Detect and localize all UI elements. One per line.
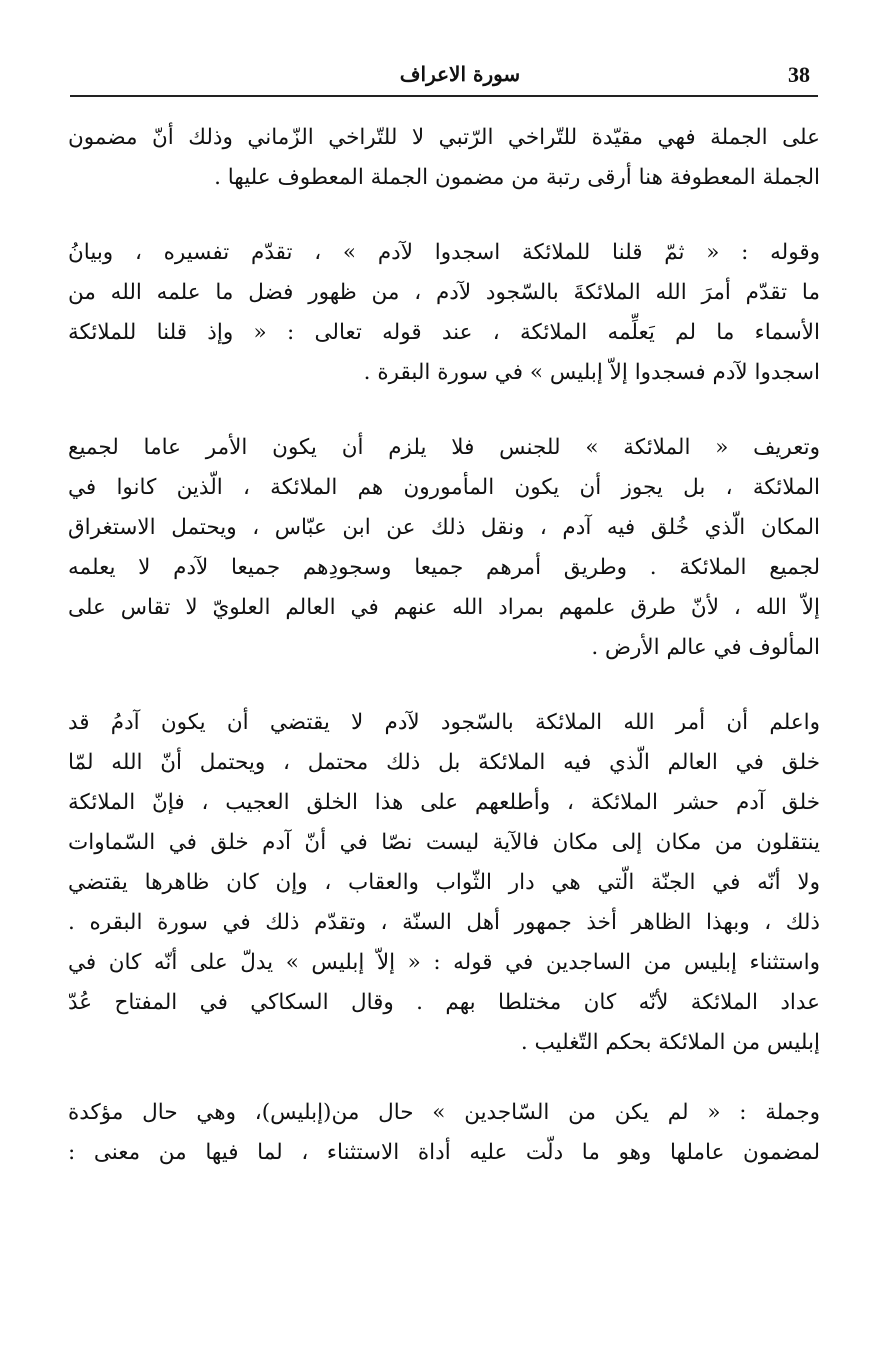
paragraph-2 — [68, 233, 820, 393]
page-body — [68, 118, 820, 1173]
text-line: لمضمون عاملها وهو ما دلّت عليه أداة الاستثناء ، لما فيها من معنى : — [68, 1140, 820, 1165]
text-line: عداد الملائكة لأنّه كان مختلطا بهم . وقال السكاكي في المفتاح عُدّ — [68, 990, 820, 1015]
text-line: وتعريف « الملائكة » للجنس فلا يلزم أن يكون الأمر عاما لجميع — [68, 435, 820, 460]
text-line: خلق في العالم الّذي فيه الملائكة بل ذلك محتمل ، ويحتمل أنّ الله لمّا — [68, 750, 820, 775]
text-line: الملائكة ، بل يجوز أن يكون المأمورون هم الملائكة ، الّذين كانوا في — [68, 475, 820, 500]
text-line: الجملة المعطوفة هنا أرقى رتبة من مضمون الجملة المعطوف عليها . — [214, 165, 820, 190]
paragraph-3 — [68, 428, 820, 668]
text-line: ولا أنّه في الجنّة الّتي هي دار الثّواب والعقاب ، وإن كان ظاهرها يقتضي — [68, 870, 820, 895]
text-line: ذلك ، وبهذا الظاهر أخذ جمهور أهل السنّة ، وتقدّم ذلك في سورة البقره . — [68, 910, 820, 935]
text-line: المكان الّذي خُلق فيه آدم ، ونقل ذلك عن ابن عبّاس ، ويحتمل الاستغراق — [68, 515, 820, 540]
text-line: المألوف في عالم الأرض . — [591, 635, 820, 660]
text-line: على الجملة فهي مقيّدة للتّراخي الرّتبي لا للتّراخي الزّماني وذلك أنّ مضمون — [68, 125, 820, 150]
text-line: الأسماء ما لم يَعلِّمه الملائكة ، عند قوله تعالى : « وإذ قلنا للملائكة — [68, 320, 820, 345]
paragraph-1 — [68, 118, 820, 198]
page-number: 38 — [788, 62, 810, 87]
running-title: سورة الاعراف — [399, 62, 521, 86]
paragraph-4 — [68, 703, 820, 1063]
paragraph-5 — [68, 1093, 820, 1173]
text-line: ما تقدّم أمرَ الله الملائكةَ بالسّجود لآدم ، من ظهور فضل ما علمه الله من — [68, 280, 820, 305]
text-line: وجملة : « لم يكن من السّاجدين » حال من(إبليس)، وهي حال مؤكدة — [68, 1100, 820, 1125]
text-line: وقوله : « ثمّ قلنا للملائكة اسجدوا لآدم » ، تقدّم تفسيره ، وبيانُ — [68, 240, 820, 265]
header-rule — [70, 95, 818, 97]
text-line: ينتقلون من مكان إلى مكان فالآية ليست نصّا في أنّ آدم خلق في السّماوات — [68, 830, 820, 855]
text-line: إلاّ الله ، لأنّ طرق علمهم بمراد الله عنهم في العالم العلويّ لا تقاس على — [68, 595, 820, 620]
text-line: خلق آدم حشر الملائكة ، وأطلعهم على هذا الخلق العجيب ، فإنّ الملائكة — [68, 790, 820, 815]
text-line: واستثناء إبليس من الساجدين في قوله : « إلاّ إبليس » يدلّ على أنّه كان في — [68, 950, 820, 975]
text-line: إبليس من الملائكة بحكم التّغليب . — [520, 1030, 820, 1055]
text-line: واعلم أن أمر الله الملائكة بالسّجود لآدم لا يقتضي أن يكون آدمُ قد — [68, 710, 820, 735]
text-line: اسجدوا لآدم فسجدوا إلاّ إبليس » في سورة البقرة . — [363, 360, 820, 385]
text-line: لجميع الملائكة . وطريق أمرهم جميعا وسجودِهم جميعا لآدم لا يعلمه — [68, 555, 820, 580]
